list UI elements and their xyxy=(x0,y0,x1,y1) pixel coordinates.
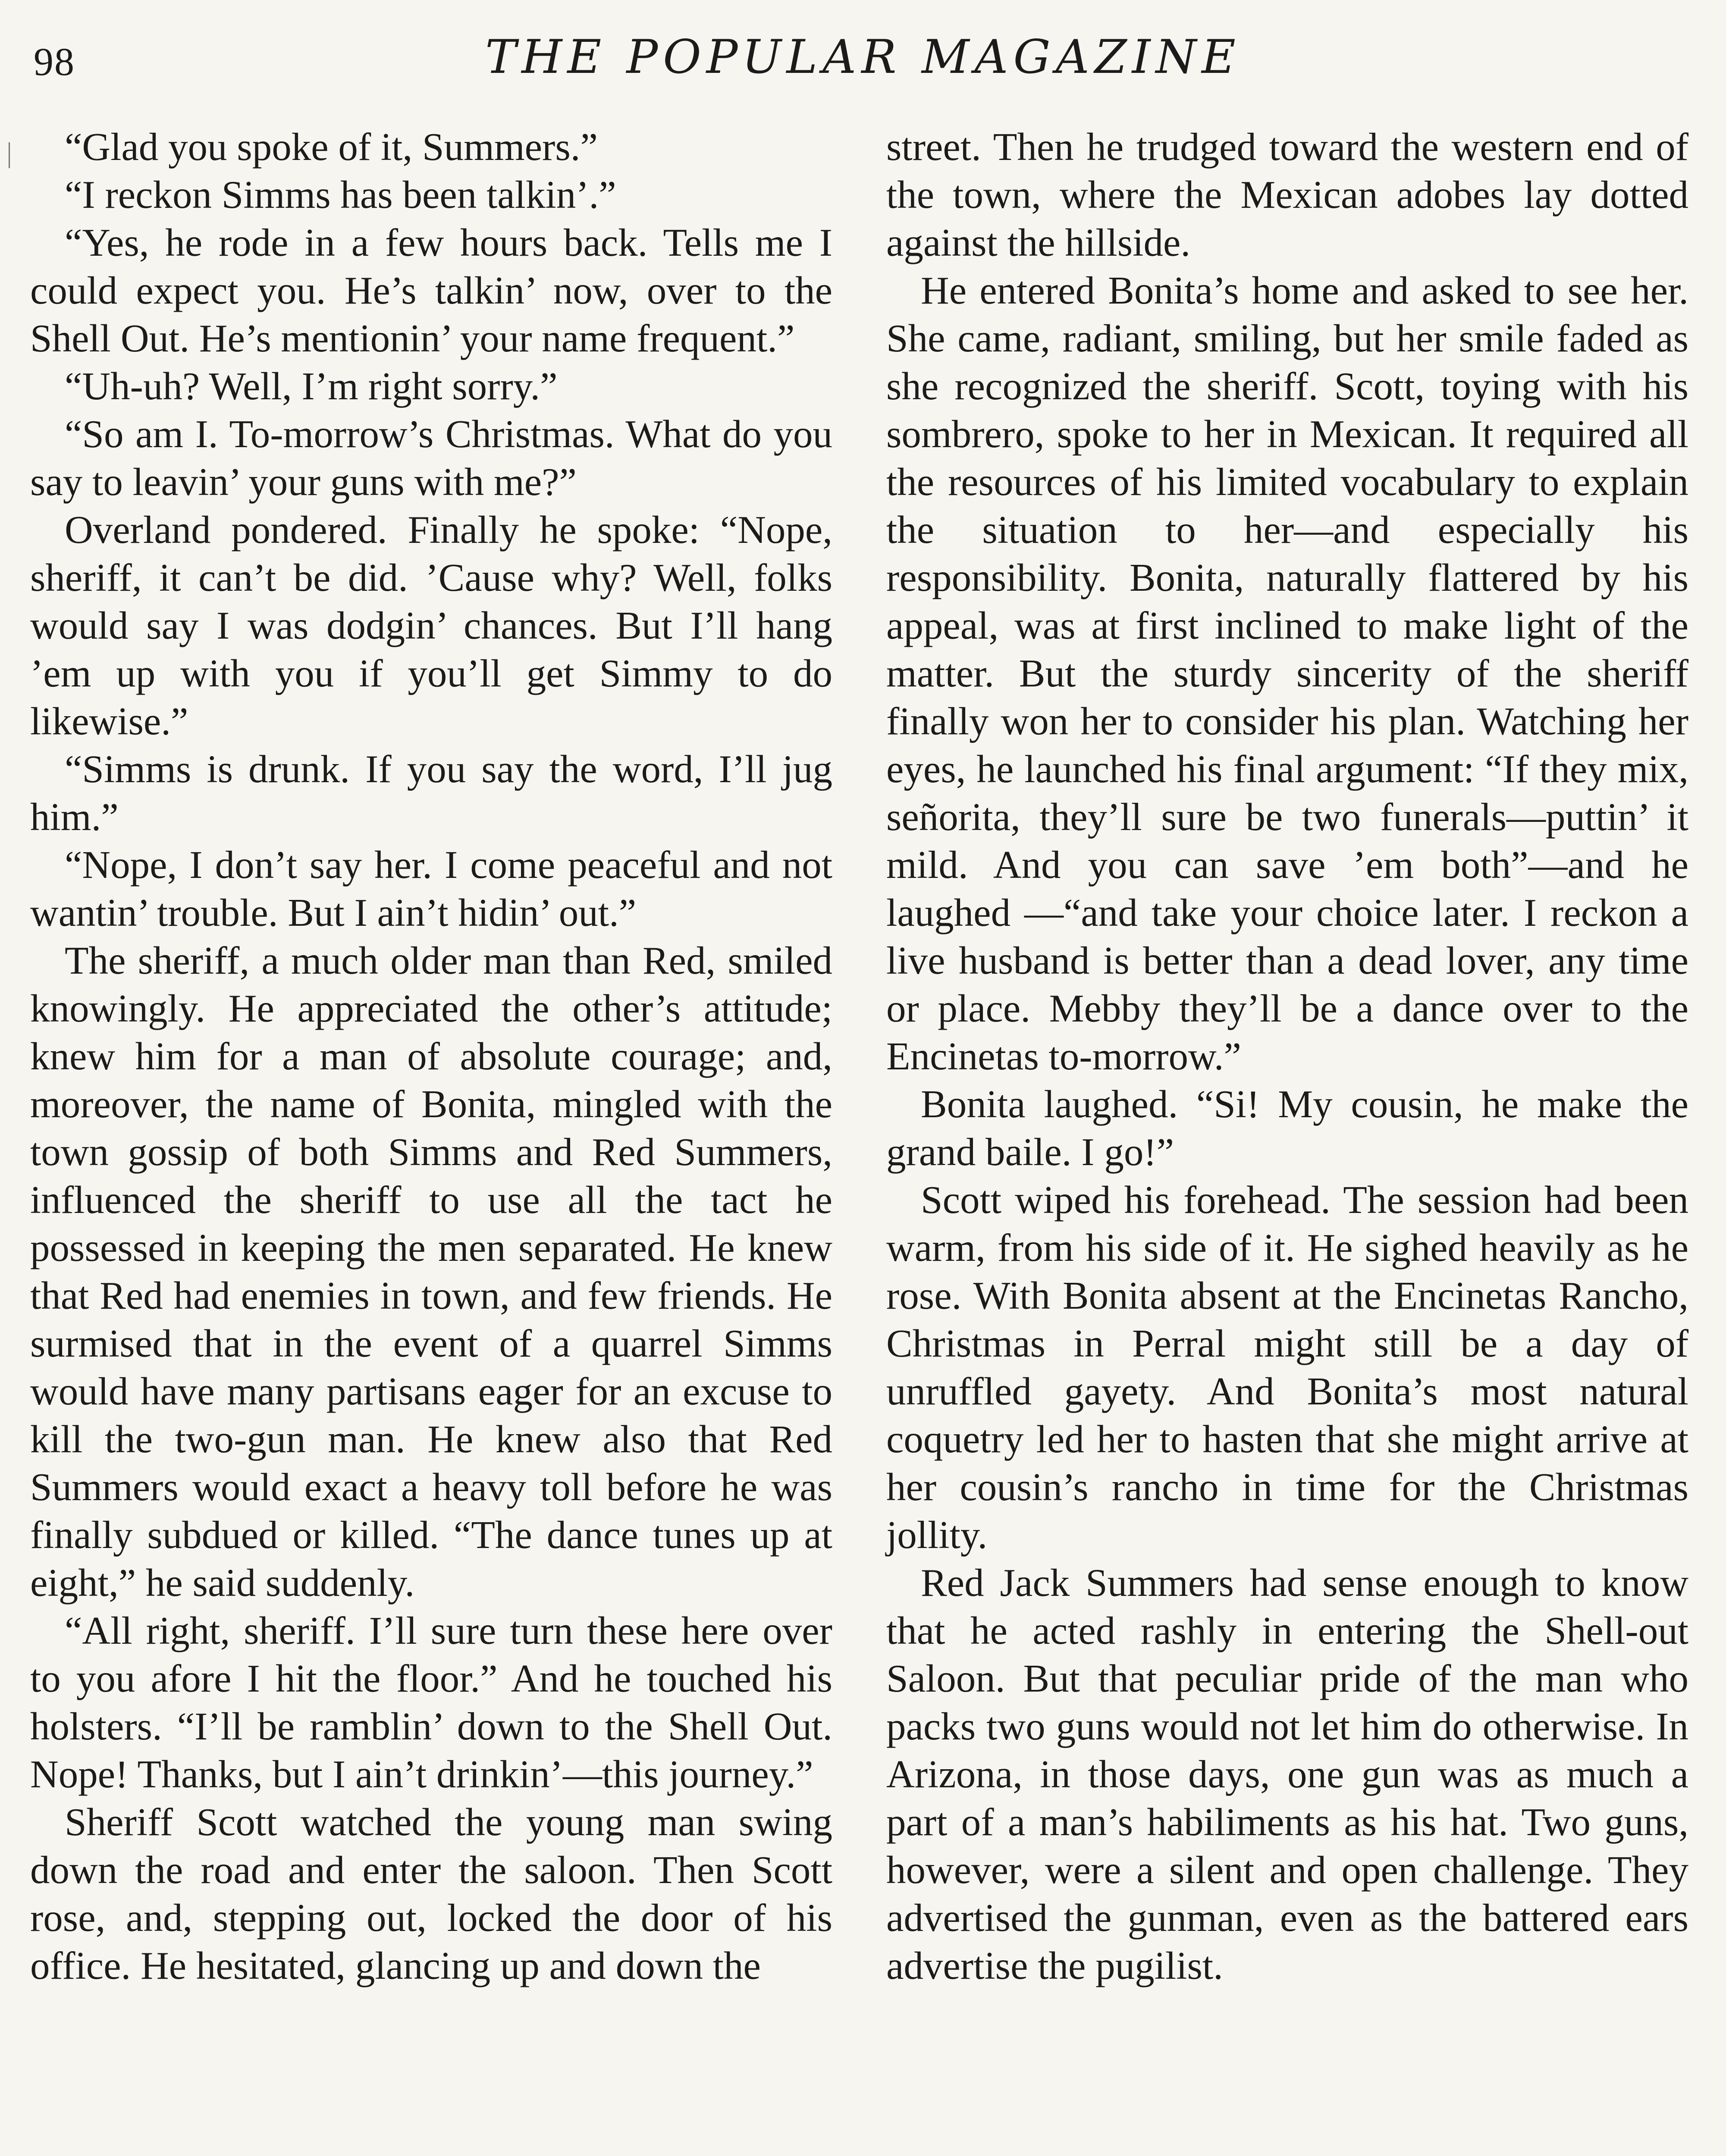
paragraph: “So am I. To-morrow’s Christmas. What do you say to leavin’ your guns with me?” xyxy=(30,412,832,504)
paragraph: Sheriff Scott watched the young man swing down the road and enter the saloon. Then Scott rose, and, stepping out, locked the door of his office. He hesitated, glancing up and down the xyxy=(30,1800,832,1987)
paragraph: The sheriff, a much older man than Red, smiled knowingly. He appreciated the other’s attitude; knew him for a man of absolute courage; and, moreover, the name of Bonita, mingled with the town gossip of both Simms and Red Summers, influenced the sheriff to use all the tact he possessed in keeping the men separated. He knew that Red had enemies in town, and few friends. He surmised that in the event of a quarrel Simms would have many partisans eager for an excuse to kill the two-gun man. He knew also that Red Summers would exact a heavy toll before he was finally subdued or killed. “The dance tunes up at eight,” he said suddenly. xyxy=(30,939,832,1604)
paragraph: “Nope, I don’t say her. I come peaceful and not wantin’ trouble. But I ain’t hidin’ out.” xyxy=(30,843,832,934)
magazine-title: THE POPULAR MAGAZINE xyxy=(485,30,1241,84)
paragraph: “Simms is drunk. If you say the word, I’ll jug him.” xyxy=(30,747,832,839)
paragraph: Overland pondered. Finally he spoke: “Nope, sheriff, it can’t be did. ’Cause why? Well, folks would say I was dodgin’ chances. But I’ll hang ’em up with you if you’ll get Simmy to do likewise.” xyxy=(30,508,832,743)
page-number: 98 xyxy=(34,40,75,84)
paragraph: Scott wiped his forehead. The session had been warm, from his side of it. He sighed heavily as he rose. With Bonita absent at the Encinetas Rancho, Christmas in Perral might still be a day of unruffled gayety. And Bonita’s most natural coquetry led her to hasten that she might arrive at her cousin’s rancho in time for the Christmas jollity. xyxy=(886,1178,1688,1557)
paragraph: “Yes, he rode in a few hours back. Tells me I could expect you. He’s talkin’ now, over to the Shell Out. He’s mentionin’ your name frequent.” xyxy=(30,221,832,360)
page-header xyxy=(26,26,1700,91)
paragraph: “I reckon Simms has been talkin’.” xyxy=(65,173,616,216)
paragraph: “All right, sheriff. I’ll sure turn these here over to you afore I hit the floor.” And he touched his holsters. “I’ll be ramblin’ down to the Shell Out. Nope! Thanks, but I ain’t drinkin’—this journey.” xyxy=(30,1609,832,1796)
paragraph: “Glad you spoke of it, Summers.” xyxy=(65,125,598,169)
paragraph: “Uh-uh? Well, I’m right sorry.” xyxy=(65,364,558,408)
right-column xyxy=(886,123,1688,1990)
paragraph: Red Jack Summers had sense enough to know that he acted rashly in entering the Shell-out Saloon. But that peculiar pride of the man who packs two guns would not let him do otherwise. In Arizona, in those days, one gun was as much a part of a man’s habiliments as his hat. Two guns, however, were a silent and open challenge. They advertised the gunman, even as the battered ears advertise the pugilist. xyxy=(886,1561,1688,1987)
paragraph-continuation: street. Then he trudged toward the western end of the town, where the Mexican adobes lay dotted against the hillside. xyxy=(886,125,1688,264)
paragraph: Bonita laughed. “Si! My cousin, he make the grand baile. I go!” xyxy=(886,1082,1688,1174)
text-columns xyxy=(0,123,1726,2156)
left-column xyxy=(30,123,832,1990)
paragraph: He entered Bonita’s home and asked to see her. She came, radiant, smiling, but her smile faded as she recognized the sheriff. Scott, toying with his sombrero, spoke to her in Mexican. It required all the resources of his limited vocabulary to explain the situation to her—and especially his responsibility. Bonita, naturally flattered by his appeal, was at first inclined to make light of the matter. But the sturdy sincerity of the sheriff finally won her to consider his plan. Watching her eyes, he launched his final argument: “If they mix, señorita, they’ll sure be two funerals—puttin’ it mild. And you can save ’em both”—and he laughed —“and take your choice later. I reckon a live husband is better than a dead lover, any time or place. Mebby they’ll be a dance over to the Encinetas to-morrow.” xyxy=(886,269,1688,1078)
